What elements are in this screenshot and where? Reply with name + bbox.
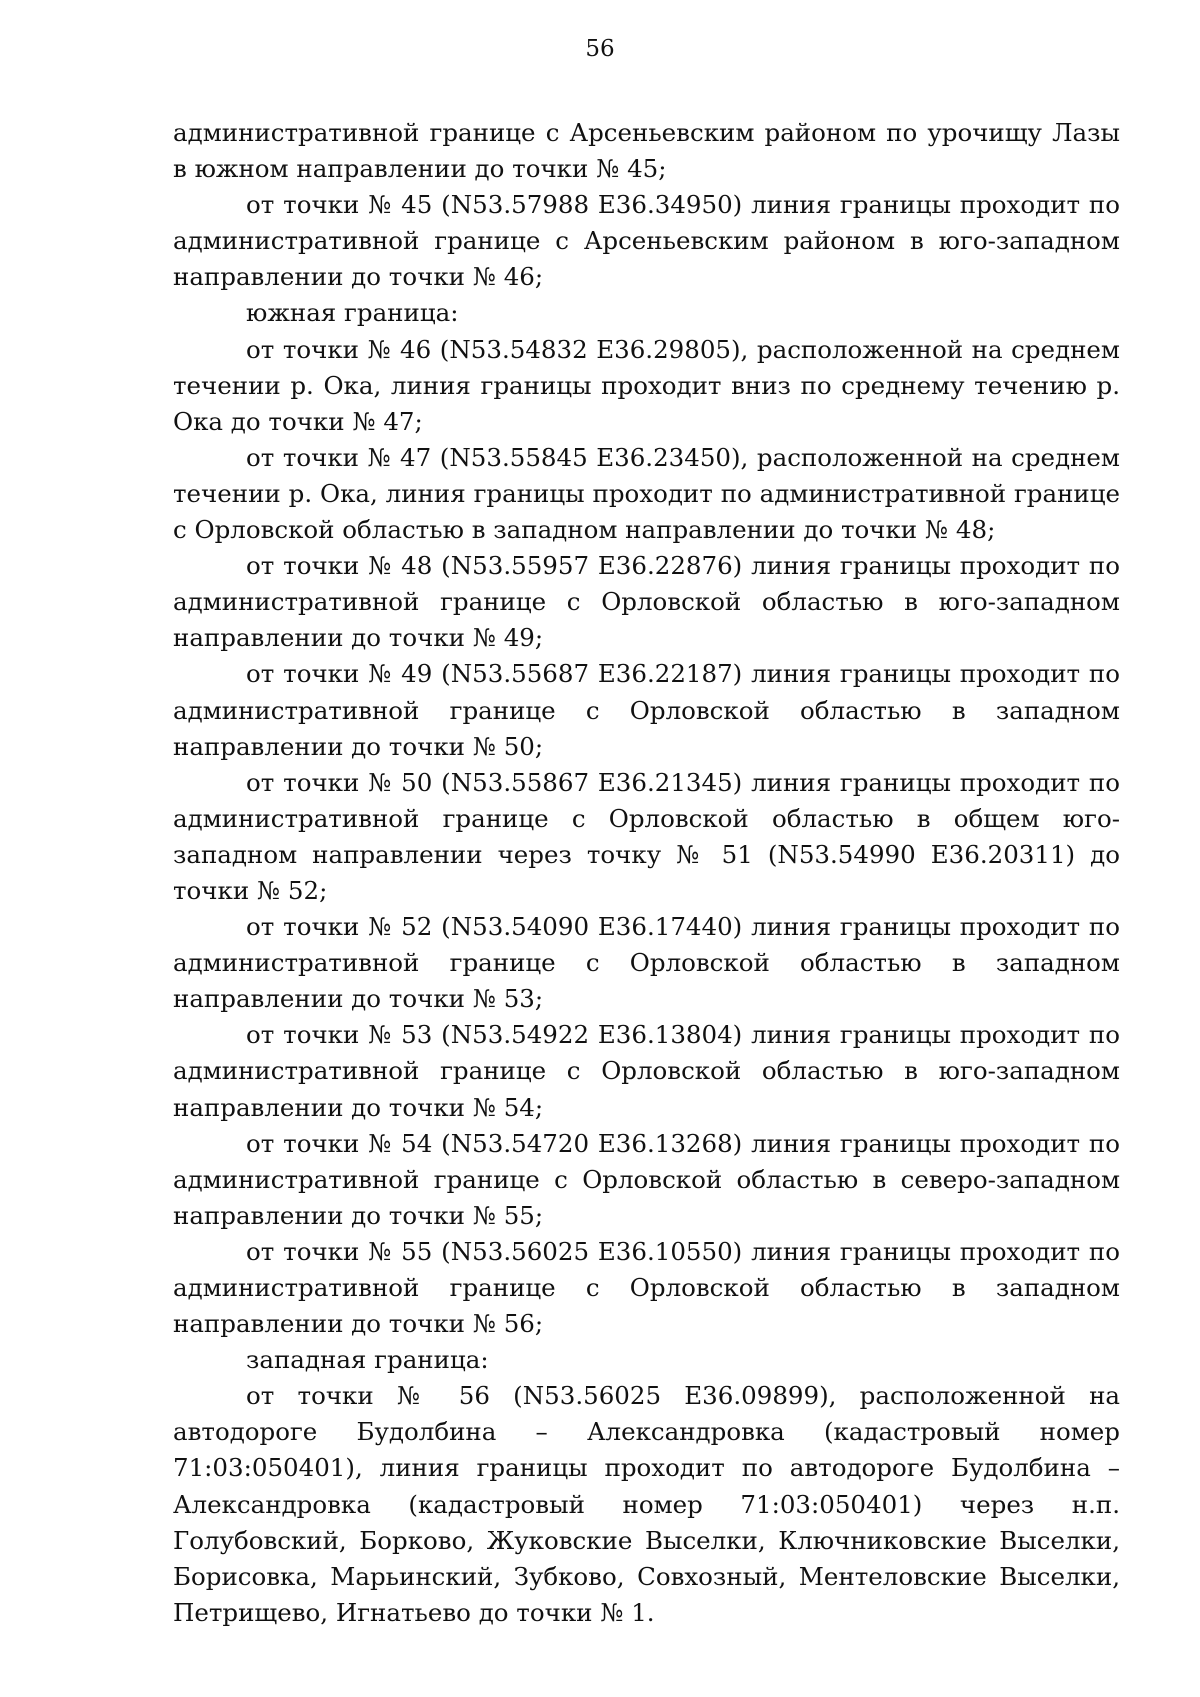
document-body xyxy=(173,115,1120,1631)
paragraph-point-49: от точки № 49 (N53.55687 E36.22187) линия границы проходит по административной границе с Орловской областью в западном направлении до точки № 50; xyxy=(173,659,1120,761)
paragraph-point-55: от точки № 55 (N53.56025 E36.10550) линия границы проходит по административной границе с Орловской областью в западном направлении до точки № 56; xyxy=(173,1236,1120,1339)
paragraph-point-54: от точки № 54 (N53.54720 E36.13268) линия границы проходит по административной границе с Орловской областью в северо-западном направлении до точки № 55; xyxy=(173,1128,1120,1230)
paragraph-point-52: от точки № 52 (N53.54090 E36.17440) линия границы проходит по административной границе с Орловской областью в западном направлении до точки № 53; xyxy=(173,912,1120,1014)
heading-western-border: западная граница: xyxy=(246,1345,489,1375)
paragraph-point-45: от точки № 45 (N53.57988 E36.34950) линия границы проходит по административной границе с Арсеньевским районом в юго-западном направлении до точки № 46; xyxy=(173,190,1120,292)
heading-southern-border: южная граница: xyxy=(246,298,459,328)
page-number: 56 xyxy=(585,36,615,62)
paragraph-point-47: от точки № 47 (N53.55845 E36.23450), расположенной на среднем течении р. Ока, линия границы проходит по административной границе с Орловской областью в западном направлении до точки № 48; xyxy=(173,442,1120,545)
paragraph-point-50: от точки № 50 (N53.55867 E36.21345) линия границы проходит по административной границе с Орловской областью в общем юго-западном направлении через точку № 51 (N53.54990 E36.20311) до точки № 52; xyxy=(173,767,1120,905)
paragraph-point-46: от точки № 46 (N53.54832 E36.29805), расположенной на среднем течении р. Ока, линия границы проходит вниз по среднему течению р. Ока до точки № 47; xyxy=(173,334,1120,436)
paragraph-point-53: от точки № 53 (N53.54922 E36.13804) линия границы проходит по административной границе с Орловской областью в юго-западном направлении до точки № 54; xyxy=(173,1020,1120,1122)
paragraph-point-48: от точки № 48 (N53.55957 E36.22876) линия границы проходит по административной границе с Орловской областью в юго-западном направлении до точки № 49; xyxy=(173,551,1120,653)
paragraph-point-56: от точки № 56 (N53.56025 E36.09899), расположенной на автодороге Будолбина – Александровка (кадастровый номер 71:03:050401), линия границы проходит по автодороге Будолбина – Александровка (кадастровый номер 71:03:050401) через н.п. Голубовский, Борково, Жуковские Выселки, Ключниковские Выселки, Борисовка, Марьинский, Зубково, Совхозный, Ментеловские Выселки, Петрищево, Игнатьево до точки № 1. xyxy=(173,1381,1120,1627)
paragraph-continuation: административной границе с Арсеньевским районом по урочищу Лазы в южном направлении до точки № 45; xyxy=(173,118,1120,184)
